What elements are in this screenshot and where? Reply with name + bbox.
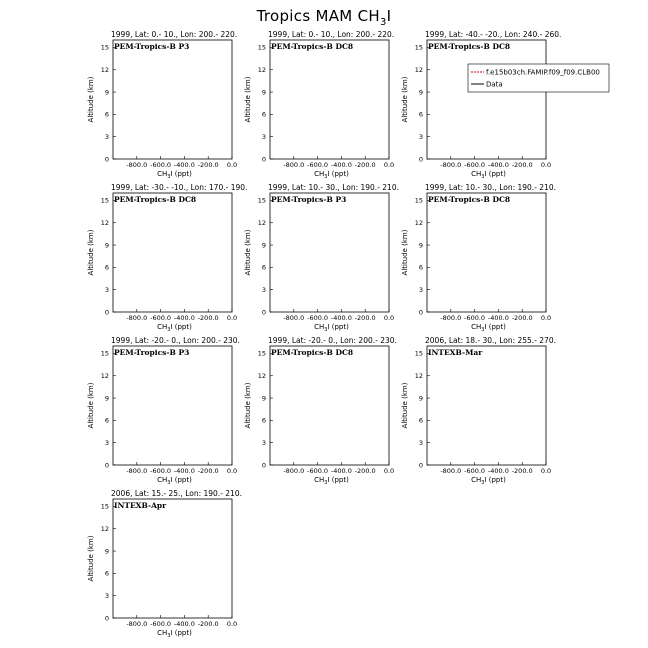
x-tick-label: -600.0 [307, 161, 329, 169]
x-tick-label: -800.0 [283, 467, 305, 475]
x-tick-label: -400.0 [173, 467, 195, 475]
x-tick-label: 0.0 [540, 314, 552, 322]
x-tick-label: 0.0 [383, 314, 395, 322]
y-tick-label: 12 [100, 372, 109, 381]
y-axis-label: Altitude (km) [401, 382, 409, 429]
x-axis-label: $CH_3I$ (ppt) [157, 323, 192, 333]
y-tick-label: 6 [261, 416, 266, 425]
y-tick-label: 6 [104, 569, 109, 578]
y-axis-label: Altitude (km) [87, 382, 95, 429]
x-axis-label: $CH_3I$ (ppt) [471, 476, 506, 486]
x-tick-label: 0.0 [226, 467, 238, 475]
x-tick-label: -600.0 [307, 314, 329, 322]
y-tick-label: 15 [414, 43, 423, 52]
plot-frame [427, 346, 546, 465]
campaign-label: PEM-Tropics-B P3 [271, 195, 347, 204]
y-tick-label: 12 [100, 219, 109, 228]
x-axis-label: $CH_3I$ (ppt) [471, 323, 506, 333]
y-tick-label: 6 [418, 416, 423, 425]
y-tick-label: 3 [261, 438, 266, 447]
plot-frame [270, 346, 389, 465]
y-tick-label: 9 [261, 241, 266, 250]
panel-4 [87, 183, 247, 333]
panel-header: 1999, Lat: -40.- -20., Lon: 240.- 260. [425, 30, 562, 39]
y-axis-label: Altitude (km) [244, 76, 252, 123]
x-tick-label: -600.0 [307, 467, 329, 475]
plot-frame [113, 499, 232, 618]
panel-header: 1999, Lat: 0.- 10., Lon: 200.- 220. [111, 30, 238, 39]
y-tick-label: 3 [418, 132, 423, 141]
x-tick-label: -800.0 [440, 161, 462, 169]
y-tick-label: 6 [104, 110, 109, 119]
x-tick-label: -200.0 [354, 467, 376, 475]
x-tick-label: -200.0 [197, 314, 219, 322]
x-tick-label: -800.0 [440, 467, 462, 475]
y-tick-label: 15 [257, 349, 266, 358]
y-axis-label: Altitude (km) [401, 229, 409, 276]
y-tick-label: 0 [104, 461, 109, 470]
panel-7 [87, 336, 240, 486]
x-axis-label: $CH_3I$ (ppt) [157, 629, 192, 639]
y-tick-label: 9 [261, 88, 266, 97]
x-tick-label: -400.0 [330, 467, 352, 475]
y-tick-label: 0 [418, 155, 423, 164]
y-axis-label: Altitude (km) [87, 76, 95, 123]
y-tick-label: 15 [257, 196, 266, 205]
plot-frame [427, 193, 546, 312]
x-axis-label: $CH_3I$ (ppt) [314, 323, 349, 333]
y-tick-label: 0 [104, 155, 109, 164]
x-axis-label: $CH_3I$ (ppt) [314, 476, 349, 486]
campaign-label: PEM-Tropics-B DC8 [271, 348, 354, 357]
x-tick-label: -800.0 [126, 467, 148, 475]
y-tick-label: 12 [100, 525, 109, 534]
panel-3 [401, 30, 609, 180]
x-tick-label: -600.0 [150, 314, 172, 322]
panel-header: 1999, Lat: -20.- 0., Lon: 200.- 230. [268, 336, 397, 345]
panel-header: 1999, Lat: 10.- 30., Lon: 190.- 210. [425, 183, 556, 192]
x-tick-label: -800.0 [440, 314, 462, 322]
y-tick-label: 12 [257, 219, 266, 228]
x-tick-label: -400.0 [173, 314, 195, 322]
panel-header: 2006, Lat: 18.- 30., Lon: 255.- 270. [425, 336, 556, 345]
x-axis-label: $CH_3I$ (ppt) [157, 170, 192, 180]
y-tick-label: 3 [104, 132, 109, 141]
y-tick-label: 6 [104, 263, 109, 272]
y-tick-label: 0 [104, 614, 109, 623]
y-tick-label: 9 [104, 394, 109, 403]
x-tick-label: -400.0 [487, 314, 509, 322]
y-tick-label: 3 [104, 591, 109, 600]
panel-header: 1999, Lat: -20.- 0., Lon: 200.- 230. [111, 336, 240, 345]
y-axis-label: Altitude (km) [87, 535, 95, 582]
x-axis-label: $CH_3I$ (ppt) [157, 476, 192, 486]
y-tick-label: 9 [104, 88, 109, 97]
y-tick-label: 0 [104, 308, 109, 317]
title-text: Tropics MAM CH [256, 7, 380, 25]
y-axis-label: Altitude (km) [87, 229, 95, 276]
y-tick-label: 6 [418, 263, 423, 272]
x-tick-label: 0.0 [226, 620, 238, 628]
y-tick-label: 3 [261, 285, 266, 294]
y-tick-label: 12 [257, 372, 266, 381]
x-tick-label: -200.0 [511, 314, 533, 322]
y-tick-label: 15 [414, 349, 423, 358]
title-subscript: 3 [379, 17, 387, 28]
y-tick-label: 15 [414, 196, 423, 205]
y-tick-label: 3 [418, 285, 423, 294]
y-tick-label: 9 [261, 394, 266, 403]
y-tick-label: 12 [414, 66, 423, 75]
campaign-label: PEM-Tropics-B P3 [114, 348, 190, 357]
x-tick-label: -200.0 [354, 314, 376, 322]
y-tick-label: 3 [104, 285, 109, 294]
x-tick-label: -600.0 [464, 161, 486, 169]
y-tick-label: 0 [261, 155, 266, 164]
x-tick-label: -600.0 [150, 161, 172, 169]
y-tick-label: 6 [418, 110, 423, 119]
y-tick-label: 12 [414, 219, 423, 228]
x-tick-label: -600.0 [464, 467, 486, 475]
y-axis-label: Altitude (km) [244, 382, 252, 429]
y-tick-label: 9 [104, 547, 109, 556]
plot-frame [270, 40, 389, 159]
legend-label: Data [486, 80, 503, 89]
y-tick-label: 6 [261, 263, 266, 272]
panel-2 [244, 30, 394, 180]
y-tick-label: 0 [261, 308, 266, 317]
x-tick-label: -800.0 [126, 314, 148, 322]
plot-frame [113, 346, 232, 465]
y-tick-label: 3 [418, 438, 423, 447]
y-tick-label: 3 [261, 132, 266, 141]
x-tick-label: -200.0 [354, 161, 376, 169]
panel-5 [244, 183, 399, 333]
y-tick-label: 6 [104, 416, 109, 425]
x-tick-label: -400.0 [487, 467, 509, 475]
x-tick-label: -600.0 [464, 314, 486, 322]
x-tick-label: -800.0 [283, 314, 305, 322]
y-tick-label: 0 [261, 461, 266, 470]
x-tick-label: -200.0 [197, 467, 219, 475]
x-tick-label: -800.0 [283, 161, 305, 169]
panel-header: 1999, Lat: 10.- 30., Lon: 190.- 210. [268, 183, 399, 192]
y-tick-label: 15 [100, 502, 109, 511]
panel-10 [87, 489, 242, 639]
x-axis-label: $CH_3I$ (ppt) [314, 170, 349, 180]
y-tick-label: 9 [104, 241, 109, 250]
x-tick-label: -400.0 [330, 314, 352, 322]
y-tick-label: 15 [100, 196, 109, 205]
x-tick-label: -200.0 [511, 161, 533, 169]
x-tick-label: -600.0 [150, 467, 172, 475]
title-tail: I [386, 7, 392, 25]
y-tick-label: 15 [100, 349, 109, 358]
x-tick-label: -400.0 [330, 161, 352, 169]
y-axis-label: Altitude (km) [401, 76, 409, 123]
campaign-label: PEM-Tropics-B DC8 [114, 195, 197, 204]
campaign-label: PEM-Tropics-B DC8 [271, 42, 354, 51]
campaign-label: PEM-Tropics-B P3 [114, 42, 190, 51]
campaign-label: INTEXB-Mar [428, 348, 483, 357]
plot-frame [270, 193, 389, 312]
y-tick-label: 12 [100, 66, 109, 75]
y-tick-label: 12 [414, 372, 423, 381]
panel-9 [401, 336, 556, 486]
y-tick-label: 9 [418, 394, 423, 403]
panel-header: 1999, Lat: -30.- -10., Lon: 170.- 190. [111, 183, 248, 192]
y-tick-label: 6 [261, 110, 266, 119]
x-tick-label: -600.0 [150, 620, 172, 628]
x-tick-label: -800.0 [126, 161, 148, 169]
x-tick-label: 0.0 [226, 161, 238, 169]
legend-label: f.e15b03ch.FAMIP.f09_f09.CLB00 [486, 68, 600, 77]
x-tick-label: -200.0 [197, 620, 219, 628]
x-tick-label: -200.0 [197, 161, 219, 169]
y-tick-label: 9 [418, 241, 423, 250]
plot-frame [113, 193, 232, 312]
x-tick-label: 0.0 [383, 161, 395, 169]
y-tick-label: 15 [257, 43, 266, 52]
panel-1 [87, 30, 237, 180]
x-tick-label: -800.0 [126, 620, 148, 628]
x-tick-label: 0.0 [383, 467, 395, 475]
y-tick-label: 9 [418, 88, 423, 97]
campaign-label: PEM-Tropics-B DC8 [428, 42, 511, 51]
y-axis-label: Altitude (km) [244, 229, 252, 276]
y-tick-label: 0 [418, 308, 423, 317]
y-tick-label: 12 [257, 66, 266, 75]
y-tick-label: 15 [100, 43, 109, 52]
plot-frame [113, 40, 232, 159]
panel-header: 2006, Lat: 15.- 25., Lon: 190.- 210. [111, 489, 242, 498]
panel-6 [401, 183, 556, 333]
panel-header: 1999, Lat: 0.- 10., Lon: 200.- 220. [268, 30, 395, 39]
y-tick-label: 0 [418, 461, 423, 470]
campaign-label: INTEXB-Apr [114, 501, 167, 510]
x-tick-label: -200.0 [511, 467, 533, 475]
y-tick-label: 3 [104, 438, 109, 447]
campaign-label: PEM-Tropics-B DC8 [428, 195, 511, 204]
x-axis-label: $CH_3I$ (ppt) [471, 170, 506, 180]
x-tick-label: 0.0 [540, 161, 552, 169]
plot-frame [427, 40, 546, 159]
x-tick-label: 0.0 [226, 314, 238, 322]
x-tick-label: -400.0 [173, 161, 195, 169]
panel-8 [244, 336, 397, 486]
x-tick-label: 0.0 [540, 467, 552, 475]
x-tick-label: -400.0 [487, 161, 509, 169]
x-tick-label: -400.0 [173, 620, 195, 628]
